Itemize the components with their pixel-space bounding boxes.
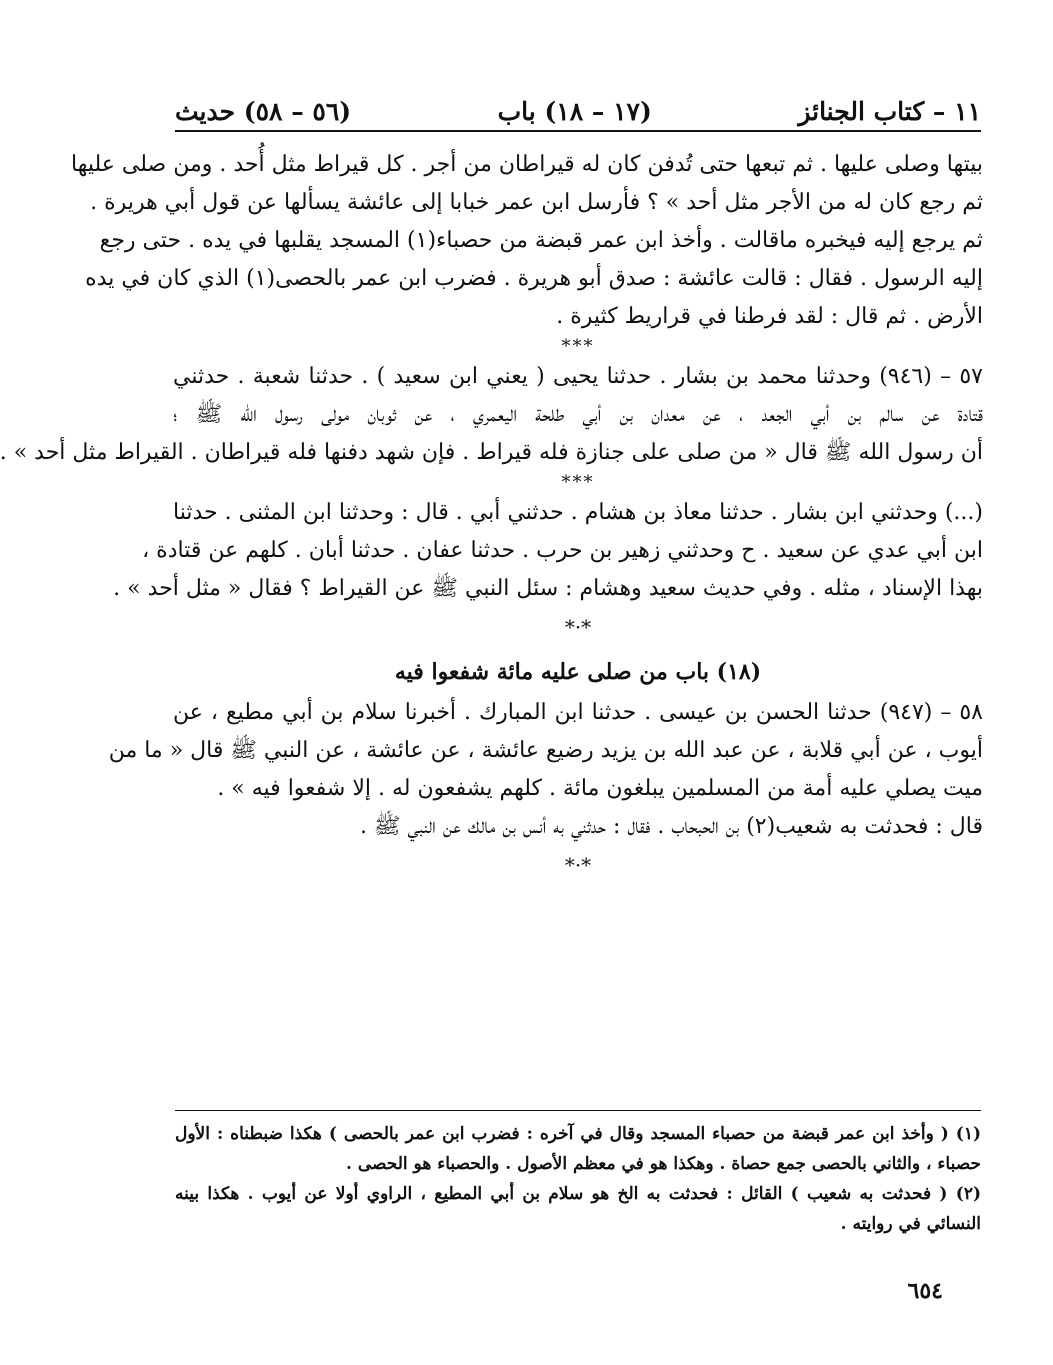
paragraph-1 xyxy=(71,146,983,336)
text-line: الأرض . ثم قال : لقد فرطنا في قراريط كثيرة . xyxy=(556,304,983,329)
footnote-line: النسائي في روايته . xyxy=(840,1214,981,1234)
section-separator: *** xyxy=(561,472,595,493)
text-line: قتادة عن سالم بن أبي الجعد ، عن معدان بن أبي طلحة اليعمري ، عن ثوبان مولى رسول الله ﷺ ؛ xyxy=(173,402,983,427)
section-separator: *** xyxy=(561,336,595,357)
footnote-line: (٢) ( فحدثت به شعيب ) القائل : فحدثت به الخ هو سلام بن أبي المطيع ، الراوي أولا عن أيوب . هكذا بينه xyxy=(175,1184,981,1204)
header-hadith-range: (٥٦ – ٥٨) حديث xyxy=(175,97,352,126)
text-line: أيوب ، عن أبي قلابة ، عن عبد الله بن يزيد رضيع عائشة ، عن عائشة ، عن النبي ﷺ قال « ما من xyxy=(108,738,983,763)
text-line: قال : فحدثت به شعيب(٢) بن الحبحاب . فقال : حدثني به أنس بن مالك عن النبي ﷺ . xyxy=(359,814,983,839)
hadith-57 xyxy=(0,358,983,472)
text-line: ابن أبي عدي عن سعيد . ح وحدثني زهير بن حرب . حدثنا عفان . حدثنا أبان . كلهم عن قتادة ، xyxy=(142,538,983,563)
footnote-line: حصباء ، والثاني بالحصى جمع حصاة . وهكذا هو في معظم الأصول . والحصباء هو الحصى . xyxy=(346,1154,981,1174)
chapter-heading: (١٨) باب من صلى عليه مائة شفعوا فيه xyxy=(394,659,762,685)
main-text xyxy=(0,146,983,888)
text-line: ٥٨ – (٩٤٧) حدثنا الحسن بن عيسى . حدثنا ابن المبارك . أخبرنا سلام بن أبي مطيع ، عن xyxy=(173,700,983,725)
text-line: ثم يرجع إليه فيخبره ماقالت . وأخذ ابن عمر قبضة من حصباء(١) المسجد يقلبها في يده . حتى رجع xyxy=(99,228,983,253)
page-number: ٦٥٤ xyxy=(907,1278,943,1304)
text-line: ثم رجع كان له من الأجر مثل أحد » ؟ فأرسل ابن عمر خبابا إلى عائشة يسألها عن قول أبي هريرة . xyxy=(90,190,983,215)
hadith-57-variant xyxy=(113,494,983,608)
header-book-title: ١١ – كتاب الجنائز xyxy=(798,97,981,126)
text-line: (...) وحدثني ابن بشار . حدثنا معاذ بن هشام . حدثني أبي . قال : وحدثنا ابن المثنى . حدثنا xyxy=(173,500,983,525)
text-line: بهذا الإسناد ، مثله . وفي حديث سعيد وهشام : سئل النبي ﷺ عن القيراط ؟ فقال « مثل أحد » . xyxy=(113,576,983,601)
header-chapter-range: (١٧ – ١٨) باب xyxy=(497,97,652,126)
text-line: بيتها وصلى عليها . ثم تبعها حتى تُدفن كان له قيراطان من أجر . كل قيراط مثل أُحد . ومن صلى عليها xyxy=(71,152,983,177)
text-line: أن رسول الله ﷺ قال « من صلى على جنازة فله قيراط . فإن شهد دفنها فله قيراطان . القيراط مثل أحد » . xyxy=(0,440,983,465)
footnotes xyxy=(175,1110,981,1239)
hadith-58 xyxy=(108,694,983,846)
running-header xyxy=(175,92,981,132)
section-separator: *·* xyxy=(564,615,592,639)
section-separator: *·* xyxy=(564,853,592,877)
text-line: ميت يصلي عليه أمة من المسلمين يبلغون مائة . كلهم يشفعون له . إلا شفعوا فيه » . xyxy=(217,776,983,801)
text-line: ٥٧ – (٩٤٦) وحدثنا محمد بن بشار . حدثنا يحيى ( يعني ابن سعيد ) . حدثنا شعبة . حدثني xyxy=(173,364,983,389)
text-line: إليه الرسول . فقال : قالت عائشة : صدق أبو هريرة . فضرب ابن عمر بالحصى(١) الذي كان في يده xyxy=(85,266,983,291)
footnote-line: (١) ( وأخذ ابن عمر قبضة من حصباء المسجد وقال في آخره : فضرب ابن عمر بالحصى ) هكذا ضبطناه : الأول xyxy=(175,1124,981,1144)
